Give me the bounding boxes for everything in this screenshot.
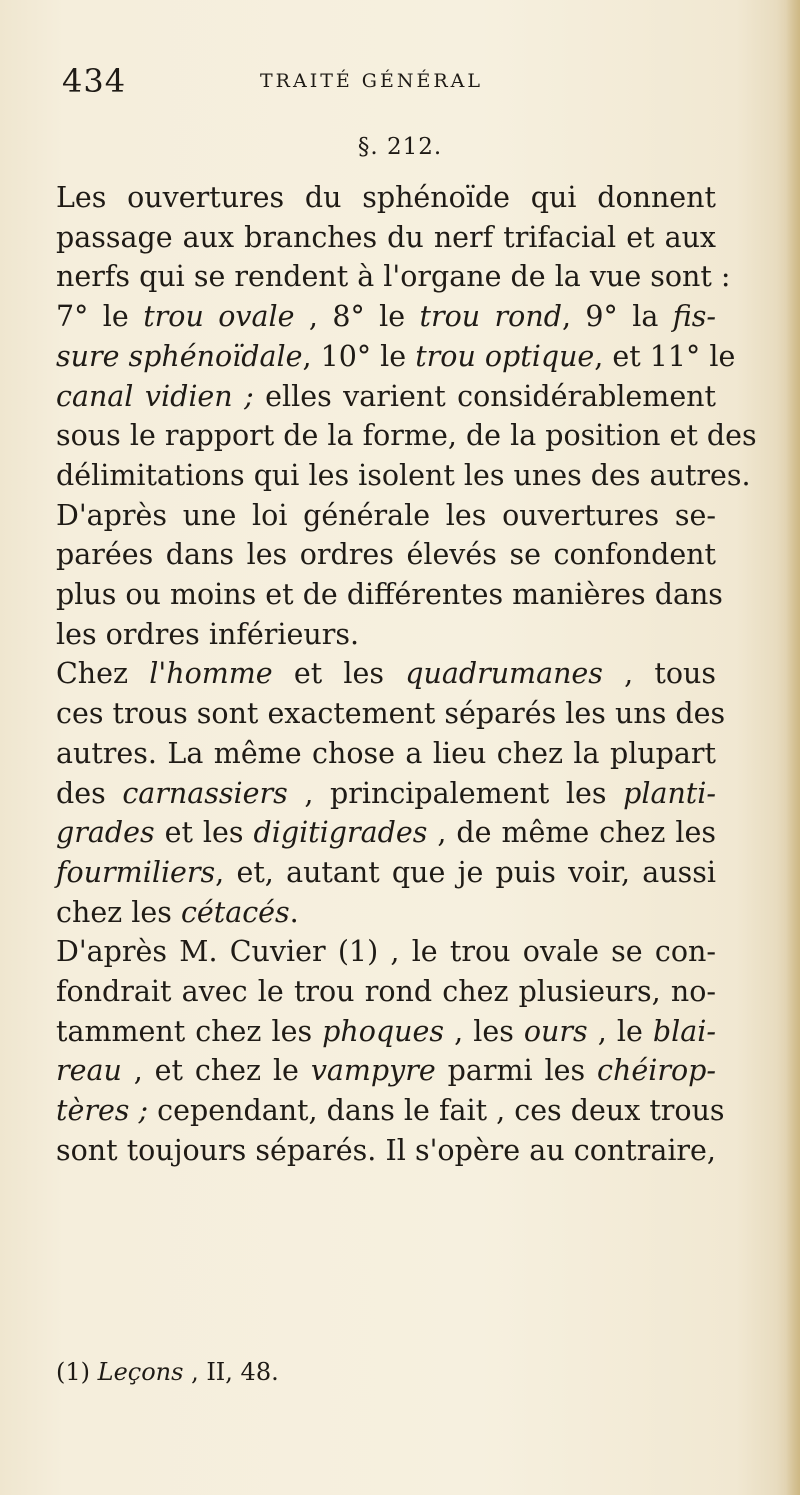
text-line: nerfs qui se rendent à l'organe de la vue sont : [56,260,731,294]
text-line: chez les cétacés. [56,895,299,929]
text-line: Chez l'homme et les quadrumanes , tous [56,657,716,691]
running-head: TRAITÉ GÉNÉRAL [260,70,483,92]
text-line: délimitations qui les isolent les unes des autres. [56,458,751,492]
section-number: §. 212. [357,134,443,160]
text-line: sont toujours séparés. Il s'opère au contraire, [56,1133,716,1167]
body-text [56,178,757,1171]
text-line: grades et les digitigrades , de même chez les [56,816,716,850]
page-header [62,62,702,102]
text-line: reau , et chez le vampyre parmi les chéirop- [56,1054,716,1088]
footnote: (1) Leçons , II, 48. [56,1358,279,1386]
text-line: passage aux branches du nerf trifacial et aux [56,220,716,254]
text-line: Les ouvertures du sphénoïde qui donnent [56,181,716,214]
text-line: fondrait avec le trou rond chez plusieurs, no- [56,975,716,1009]
text-line: D'après M. Cuvier (1) , le trou ovale se con- [56,935,716,969]
text-line: sure sphénoïdale, 10° le trou optique, et 11° le [56,339,736,373]
text-line: plus ou moins et de différentes manières dans [56,578,723,612]
text-line: sous le rapport de la forme, de la position et des [56,419,757,453]
page-number: 434 [62,62,127,100]
text-line: fourmiliers, et, autant que je puis voir, aussi [56,855,716,889]
page-edge [786,0,800,1495]
text-line: les ordres inférieurs. [56,617,360,651]
text-line: D'après une loi générale les ouvertures se- [56,498,716,532]
text-line: canal vidien ; elles varient considérablement [56,379,716,413]
text-line: des carnassiers , principalement les planti- [56,776,716,810]
text-line: ces trous sont exactement séparés les uns des [56,697,726,731]
text-line: 7° le trou ovale , 8° le trou rond, 9° la fis- [56,300,716,334]
text-line: parées dans les ordres élevés se confondent [56,538,716,572]
text-line: tamment chez les phoques , les ours , le blai- [56,1014,716,1048]
text-line: tères ; cependant, dans le fait , ces deux trous [56,1094,725,1128]
text-line: autres. La même chose a lieu chez la plupart [56,736,716,770]
